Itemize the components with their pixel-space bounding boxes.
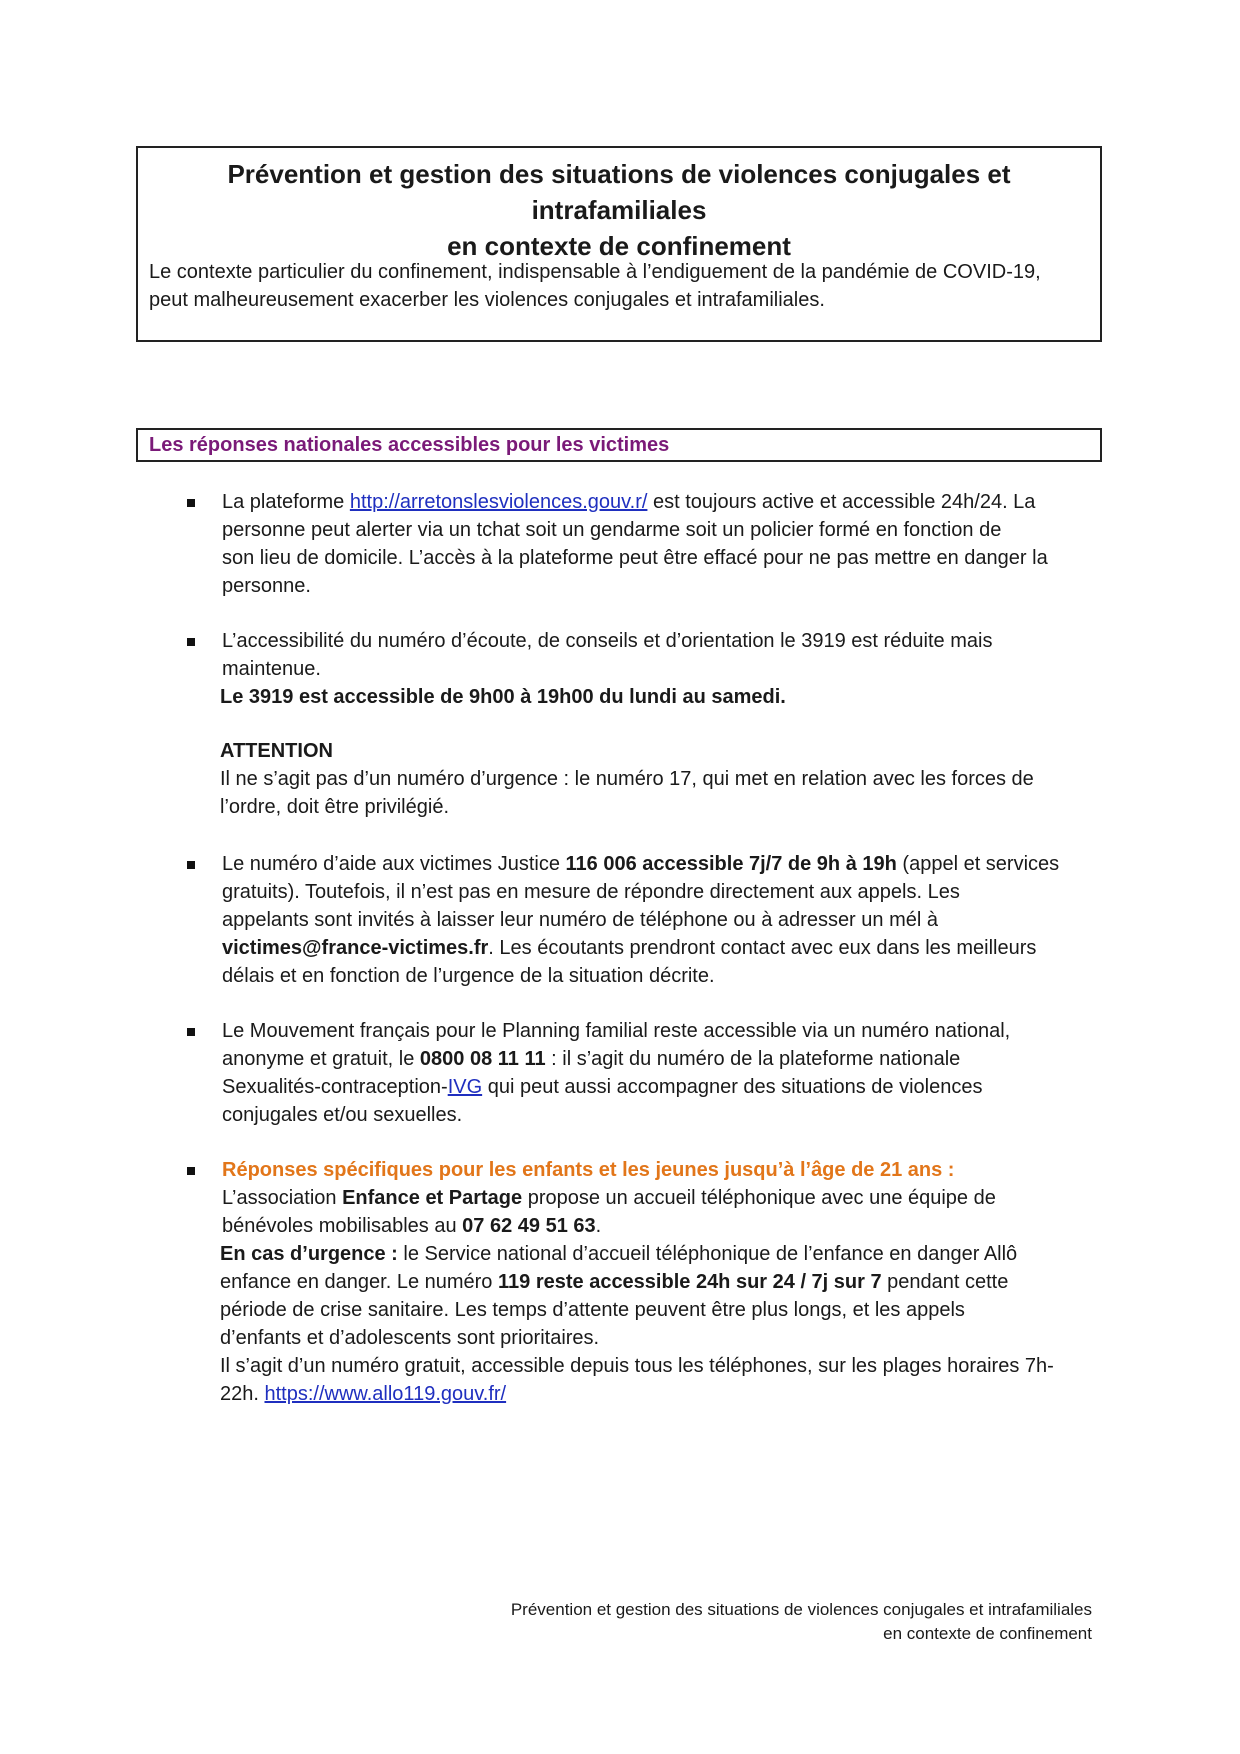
justice-prefix: Le numéro d’aide aux victimes Justice [222, 853, 566, 875]
list-item-platform [222, 488, 1094, 600]
justice-line-4-suffix: . Les écoutants prendront contact avec eux dans les meilleurs [488, 937, 1037, 959]
footer-line-1: Prévention et gestion des situations de violences conjugales et intrafamiliales [510, 1600, 1092, 1619]
bullet-marker [187, 638, 195, 646]
youth-heading: Réponses spécifiques pour les enfants et les jeunes jusqu’à l’âge de 21 ans : [222, 1159, 955, 1181]
youth-line-6: période de crise sanitaire. Les temps d’attente peuvent être plus longs, et les appels [220, 1299, 965, 1321]
list-item-3919 [222, 627, 1094, 683]
platform-line-4: personne. [222, 575, 311, 597]
youth-line-9-prefix: 22h. [220, 1383, 265, 1405]
youth-line-2-prefix: L’association [222, 1187, 343, 1209]
justice-line-3: appelants sont invités à laisser leur numéro de téléphone ou à adresser un mél à [222, 909, 938, 931]
justice-line-2: gratuits). Toutefois, il n’est pas en mesure de répondre directement aux appels. Les [222, 881, 960, 903]
platform-link[interactable]: http://arretonslesviolences.gouv.r/ [349, 491, 648, 513]
bullet-marker [187, 1167, 195, 1175]
list-item-justice [222, 850, 1094, 990]
youth-line-2-suffix: propose un accueil téléphonique avec une équipe de [522, 1187, 996, 1209]
planning-line-1: Le Mouvement français pour le Planning familial reste accessible via un numéro national, [222, 1020, 1011, 1042]
intro-line-2: peut malheureusement exacerber les violences conjugales et intrafamiliales. [149, 289, 825, 311]
youth-line-8: Il s’agit d’un numéro gratuit, accessible depuis tous les téléphones, sur les plages horaires 7h- [220, 1355, 1054, 1377]
justice-line-5: délais et en fonction de l’urgence de la situation décrite. [222, 965, 715, 987]
section-title: Les réponses nationales accessibles pour les victimes [149, 434, 670, 456]
list-item-youth [222, 1156, 1094, 1240]
platform-line-2: personne peut alerter via un tchat soit un gendarme soit un policier formé en fonction de [222, 519, 1002, 541]
platform-line-3: son lieu de domicile. L’accès à la plateforme peut être effacé pour ne pas mettre en danger la [222, 547, 1048, 569]
youth-119: 119 reste accessible 24h sur 24 / 7j sur 7 [498, 1271, 882, 1293]
planning-line-3-suffix: qui peut aussi accompagner des situations de violences [482, 1076, 983, 1098]
bullet-marker [187, 861, 195, 869]
youth-line-3-suffix: . [595, 1215, 602, 1237]
platform-suffix: est toujours active et accessible 24h/24. La [647, 491, 1036, 513]
planning-line-3-prefix: Sexualités-contraception- [222, 1076, 448, 1098]
youth-line-7: d’enfants et d’adolescents sont prioritaires. [220, 1327, 600, 1349]
intro-line-1: Le contexte particulier du confinement, indispensable à l’endiguement de la pandémie de COVID-19, [149, 261, 1041, 283]
planning-line-4: conjugales et/ou sexuelles. [222, 1104, 463, 1126]
youth-line-3-prefix: bénévoles mobilisables au [222, 1215, 463, 1237]
youth-line-5-suffix: pendant cette [881, 1271, 1009, 1293]
bullet-marker [187, 499, 195, 507]
justice-email: victimes@france-victimes.fr [222, 937, 489, 959]
platform-prefix: La plateforme [222, 491, 350, 513]
attention-label: ATTENTION [220, 740, 333, 762]
bullet-marker [187, 1028, 195, 1036]
footer-line-2: en contexte de confinement [883, 1624, 1092, 1643]
justice-suffix: (appel et services [896, 853, 1060, 875]
youth-phone: 07 62 49 51 63 [462, 1215, 596, 1237]
page-footer [511, 1598, 1092, 1646]
urgence-label: En cas d’urgence : [220, 1243, 398, 1265]
planning-line-2-suffix: : il s’agit du numéro de la plateforme nationale [545, 1048, 961, 1070]
youth-line-5-prefix: enfance en danger. Le numéro [220, 1271, 498, 1293]
ivg-link[interactable]: IVG [447, 1076, 483, 1098]
justice-number: 116 006 accessible 7j/7 de 9h à 19h [565, 853, 897, 875]
line3919-bold-line: Le 3919 est accessible de 9h00 à 19h00 du lundi au samedi. [220, 686, 786, 708]
attention-line-1: Il ne s’agit pas d’un numéro d’urgence : le numéro 17, qui met en relation avec les forces de [220, 768, 1034, 790]
title-line-2: en contexte de confinement [447, 231, 791, 261]
enfance-partage: Enfance et Partage [342, 1187, 523, 1209]
title-line-1: Prévention et gestion des situations de violences conjugales et intrafamiliales [227, 159, 1011, 225]
planning-line-2-prefix: anonyme et gratuit, le [222, 1048, 420, 1070]
line3919-line-2: maintenue. [222, 658, 321, 680]
planning-number: 0800 08 11 11 [419, 1048, 546, 1070]
attention-line-2: l’ordre, doit être privilégié. [220, 796, 449, 818]
youth-urgence-block [220, 1240, 1092, 1408]
list-item-planning [222, 1017, 1094, 1129]
line3919-bold-block [220, 683, 1092, 821]
urgence-suffix: le Service national d’accueil téléphonique de l’enfance en danger Allô [397, 1243, 1018, 1265]
line3919-line-1: L’accessibilité du numéro d’écoute, de conseils et d’orientation le 3919 est réduite mais [222, 630, 993, 652]
allo119-link[interactable]: https://www.allo119.gouv.fr/ [264, 1383, 507, 1405]
